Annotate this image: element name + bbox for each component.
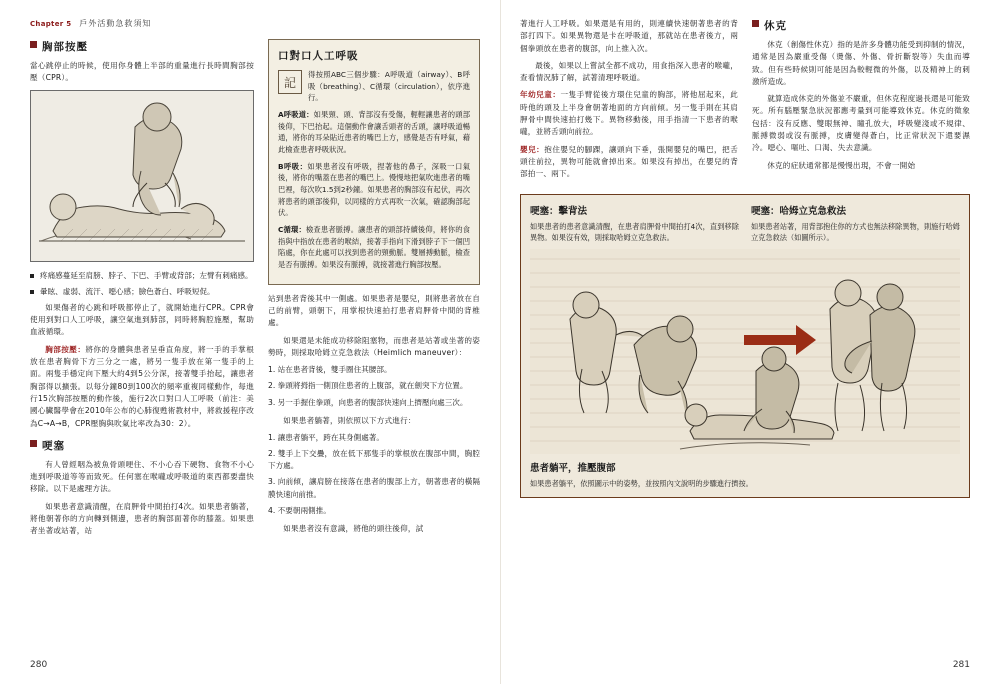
tip-item-b-label: B呼吸：	[278, 161, 308, 171]
infant-paragraph	[520, 144, 738, 181]
young-children-text: 一隻手臂從後方環住兒童的胸部，將他屈起來，此時他的頭及上半身會朝著地面的方向前傾。另一隻手則在其肩胛骨中間快速拍打幾下。異物移動後，用手指清一下患者的喉嚨，並將舌頭向前拉。	[520, 90, 739, 137]
lying-step: 1. 讓患者躺平，跨在其身側處著。	[268, 432, 384, 442]
right-paragraph-2: 最後，如果以上嘗試全都不成功，用食指深入患者的喉嚨，查看情況肺了解，試著清理呼吸道。	[520, 60, 738, 83]
left-page-columns	[30, 39, 480, 543]
shock-paragraph-1: 休克（創傷性休克）指的是許多身體功能受到抑制的情況，通常是因為嚴重受傷（燙傷、外傷、骨折斷裂等）失血而導致。但有些時候則可能是因為較輕微的外傷，以及精神上的刺激所造成。	[752, 40, 970, 86]
cpr-illustration	[30, 90, 254, 262]
tip-item-a	[278, 109, 470, 156]
bullet-item: 暈眩、虛弱、流汗、噁心感；臉色蒼白、呼吸短促。	[30, 286, 254, 298]
tip-box-lead-row	[278, 69, 470, 109]
running-head-chapter: Chapter 5	[30, 20, 72, 28]
stamp-icon: 記	[278, 70, 302, 94]
cpr-paragraph-2-text: 將你的身體與患者呈垂直角度，將一手的手掌根放在患者胸骨下方三分之一處，將另一隻手放在第一隻手的上面。兩隻手穩定向下壓大約4到5公分深，接著雙手抬起，讓患者胸部得以擴張。以每分鐘80到100次的頻率重複同樣動作，每進行15次胸部按壓的動作後，施行2次口對口人工呼吸（前注：美國心臟醫學會在2010年公布的心肺復甦術教材中，將救援程序改為C→A→B，CPR壓胸與吹氣比率改為30：2）。	[30, 344, 254, 428]
photo-panel-bottom-heading: 患者躺平，推壓腹部	[530, 462, 616, 474]
tip-box-lead: 得按照ABC三個步驟：A呼吸道（airway）、B呼吸（breathing）、C循環（circulation），依序進行。	[308, 70, 470, 103]
choking-photo-panel	[520, 194, 970, 498]
photo-panel-scene-art	[530, 249, 960, 454]
heimlich-step: 1. 站在患者背後，雙手圈住其腰部。	[268, 365, 392, 375]
photo-panel-bottom-block	[530, 460, 960, 489]
lying-intro: 如果患者躺著，則依照以下方式進行：	[283, 415, 416, 425]
left-column-1	[30, 39, 254, 543]
photo-panel-right-text: 如果患者站著，用背部抱住你的方式也無法移除異物，則施行哈姆立克急救法（如圖所示）。	[751, 221, 960, 242]
tip-item-b-text: 如果患者沒有呼吸，捏著他的鼻子，深吸一口氣後，將你的嘴蓋在患者的嘴巴上。慢慢地把氣吹進患者的嘴巴裡，每次吹1.5到2秒鐘。如果患者的胸部沒有起伏，再次將患者的頭部後仰，以同樣的方式再吹一次氣，確認胸部起伏。	[278, 161, 471, 218]
chest-compression-intro: 當心跳停止的時候，使用你身體上半部的重量進行長時間胸部按壓（CPR）。	[30, 61, 254, 83]
cpr-paragraph-2	[30, 344, 254, 430]
photo-panel-headings	[530, 203, 960, 243]
right-page-columns	[520, 18, 970, 186]
right-column-2	[752, 18, 970, 186]
lying-step: 3. 向前傾，讓肩膀在接落在患者的腹部上方，朝著患者的橫隔膜快速向前推。	[268, 477, 480, 499]
heading-chest-compression: 胸部按壓	[30, 39, 254, 54]
shock-paragraph-2: 就算造成休克的外傷並不嚴重，但休克程度過長還是可能致死。所有腦壓緊急狀況都應考量到可能導致休克。休克的徵象包括：沒有反應、雙眼無神、瞳孔放大，呼吸變淺或不規律、脈搏微弱或沒有脈搏，皮膚變得蒼白，比正常狀況下還要濕冷。噁心、嘔吐、口渴、失去意識。	[752, 94, 970, 153]
choking-col2-last: 如果患者沒有意識，將他的頭往後仰，試	[283, 523, 424, 533]
running-head	[30, 18, 480, 29]
photo-panel-right-heading: 哽塞：哈姆立克急救法	[751, 205, 847, 217]
page-number-right: 281	[952, 660, 970, 670]
tip-item-b	[278, 161, 470, 219]
choking-col2-paragraph-1: 站到患者背後其中一側處。如果患者是嬰兒，則將患者放在自己的前臂，頭朝下，用掌根快速拍打患者肩胛骨中間的背椎處。	[268, 293, 480, 328]
tip-item-c	[278, 224, 470, 271]
warning-bullets	[30, 270, 254, 298]
right-paragraph-1: 著進行人工呼吸。如果還是有用的，則連續快速朝著患者的背部打四下。如果異物還是卡在呼吸道，那就站在患者後方，兩個拳頭放在患者的腹部，向上推入次。	[520, 19, 738, 53]
running-head-title: 戶外活動急救須知	[79, 19, 152, 28]
photo-panel-scene	[530, 249, 960, 454]
left-column-2	[268, 39, 480, 543]
photo-panel-left-text: 如果患者的患者意識清醒，在患者肩胛骨中間拍打4次，直到移除異物。如果沒有效，則採取哈姆立克急救法。	[530, 221, 739, 242]
tip-item-c-text: 檢查患者脈搏。讓患者的頭部持續後仰，將你的食指與中指放在患者的喉結，接著手指向下滑到脖子下一個凹陷處，你在此處可以找到患者的頸動脈。雙層搏動脈，檢查是否有脈搏。如果沒有脈搏，就接著進行胸部按壓。	[278, 225, 470, 270]
bullet-item: 疼痛感蔓延至肩膀、脖子、下巴、手臂或背部；左臂有刺痛感。	[30, 270, 254, 282]
page-number-left: 280	[30, 660, 48, 670]
right-column-1	[520, 18, 738, 186]
heading-shock: 休克	[752, 18, 970, 33]
cpr-paragraph-1: 如果傷者的心跳和呼吸都停止了，就開始進行CPR。CPR會使用到對口人工呼吸，讓空氣進到肺部，同時將胸腔施壓，幫助血液循環。	[30, 302, 254, 337]
tip-box-rescue-breathing	[268, 39, 480, 285]
infant-label: 嬰兒：	[520, 144, 545, 154]
tip-box-heading: 口對口人工呼吸	[278, 50, 359, 62]
heimlich-step: 2. 拳頭將拇指一側頂住患者的上腹部，就在劍突下方位置。	[268, 381, 468, 391]
choking-paragraph-2: 如果患者意識清醒，在肩胛骨中間拍打4次。如果患者躺著，將他朝著你的方向轉到側邊，患者的胸部面著你的膝蓋。如果患者坐著或站著，站	[30, 501, 254, 536]
cpr-illustration-art	[31, 91, 253, 259]
photo-panel-right-block	[751, 203, 960, 243]
photo-panel-left-heading: 哽塞：擊背法	[530, 205, 588, 217]
young-children-label: 年幼兒童：	[520, 90, 561, 100]
page-right	[500, 0, 1000, 684]
young-children-paragraph	[520, 89, 738, 138]
choking-paragraph-1: 有人曾經咽為被魚骨頭哽住、不小心吞下硬物、食物不小心進到呼吸道等等而致死。任何塞在喉嚨或呼吸道的東西都要盡快移除。以下是處理方法。	[30, 459, 254, 494]
tip-item-c-label: C循環：	[278, 225, 306, 235]
tip-item-a-text: 如果頸、頭、背部沒有受傷，輕輕讓患者的頭部後仰，下巴抬起。這個動作會讓舌頭者的舌頭，讓呼吸道暢通，將你的耳朵貼近患者的嘴巴上方，感覺是否有呼氣，藉此檢查患者呼吸狀況。	[278, 110, 470, 155]
photo-panel-bottom-text: 如果患者躺平，依照圖示中的姿勢，並按照內文說明的步驟進行擠按。	[530, 478, 753, 488]
infant-text: 抱住嬰兒的腳踝，讓頭向下垂，張開嬰兒的嘴巴，把舌頭往前拉，異物可能就會掉出來。如果沒有掉出，在嬰兒的背部拍一、兩下。	[520, 144, 738, 179]
lying-step: 2. 雙手上下交疊，放在低下那隻手的掌根放在腹部中間，胸腔下方處。	[268, 449, 480, 471]
inline-red-label: 胸部按壓：	[45, 344, 86, 354]
photo-panel-left-block	[530, 203, 739, 243]
heading-choking: 哽塞	[30, 438, 254, 453]
lying-step: 4. 不要朝兩側推。	[268, 505, 331, 515]
choking-col2-paragraph-2: 如果還是未能成功移除阻塞物，而患者是站著或坐著的姿勢時，則採取哈姆立克急救法（Heimlich maneuver）：	[268, 335, 480, 357]
heimlich-step: 3. 另一手握住拳頭，向患者的腹部快速向上擠壓向處三次。	[268, 397, 468, 407]
shock-paragraph-3: 休克的症狀通常都是慢慢出現，不會一開始	[767, 160, 916, 170]
tip-item-a-label: A呼吸道：	[278, 110, 314, 120]
